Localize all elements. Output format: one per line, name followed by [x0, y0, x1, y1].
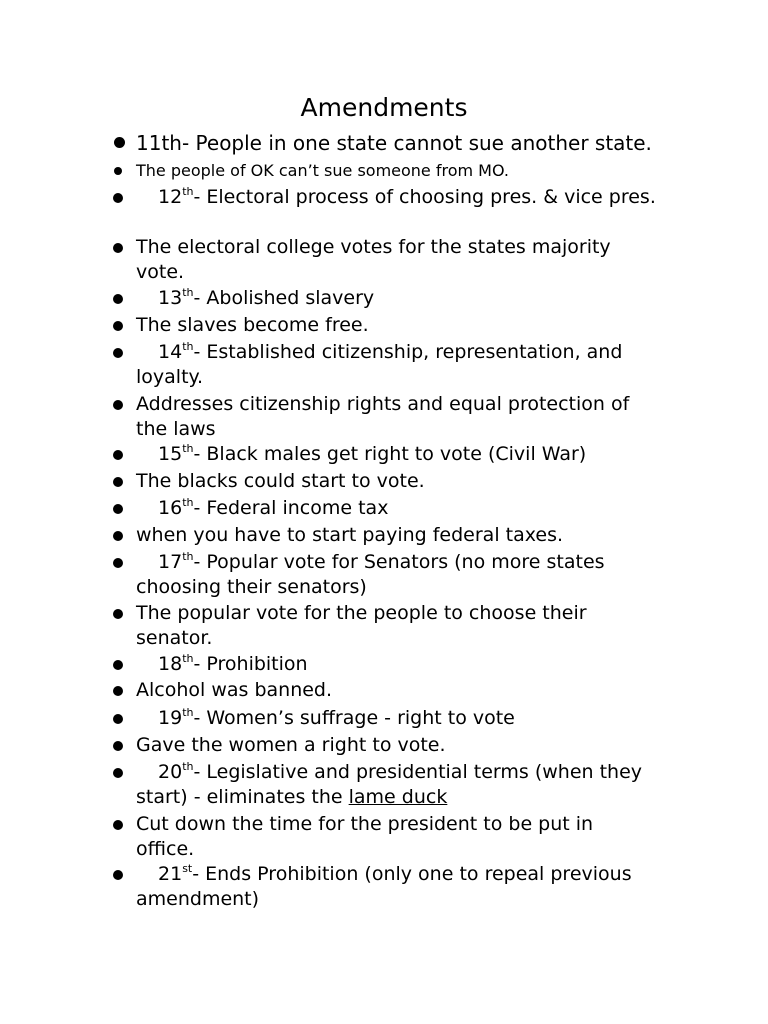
- bullet-icon: [113, 820, 123, 830]
- bullet-icon: [113, 870, 123, 880]
- list-item-text: 19th- Women’s suffrage - right to vote: [158, 705, 515, 729]
- list-item-text: 21st- Ends Prohibition (only one to repeal previous amendment): [136, 861, 632, 910]
- list-item-text: 18th- Prohibition: [158, 651, 308, 675]
- list-item-text: 13th- Abolished slavery: [158, 285, 375, 309]
- bullet-icon: [113, 768, 123, 778]
- list-item-text: when you have to start paying federal taxes.: [136, 524, 564, 546]
- list-item-text: Alcohol was banned.: [136, 679, 333, 701]
- bullet-icon: [113, 400, 123, 410]
- bullet-icon: [113, 450, 123, 460]
- bullet-icon: [113, 531, 123, 541]
- bullet-icon: [113, 714, 123, 724]
- list-item-text: 11th- People in one state cannot sue another state.: [136, 131, 652, 155]
- list-item-text: 14th- Established citizenship, representation, and loyalty.: [136, 339, 623, 388]
- bullet-icon: [113, 321, 123, 331]
- list-item-text: The people of OK can’t sue someone from MO.: [136, 161, 510, 180]
- bullet-icon: [113, 294, 123, 304]
- bullet-icon: [113, 504, 123, 514]
- bullet-icon: [113, 558, 123, 568]
- list-item-text: The electoral college votes for the states majority vote.: [136, 236, 611, 283]
- bullet-icon: [113, 686, 123, 696]
- list-item-text: The popular vote for the people to choose their senator.: [136, 602, 587, 649]
- list-item-text: 20th- Legislative and presidential terms (when they start) - eliminates the lame duck: [136, 759, 643, 808]
- bullet-icon: [113, 348, 123, 358]
- list-item-text: 17th- Popular vote for Senators (no more states choosing their senators): [136, 549, 605, 598]
- lame-duck-term: lame duck: [348, 786, 448, 808]
- list-item-text: 16th- Federal income tax: [158, 495, 389, 519]
- page-title: Amendments: [300, 93, 468, 122]
- bullet-icon: [113, 243, 123, 253]
- list-item-text: 15th- Black males get right to vote (Civil War): [158, 441, 587, 465]
- bullet-icon: [113, 741, 123, 751]
- list-item-text: Gave the women a right to vote.: [136, 734, 446, 756]
- bullet-icon: [113, 193, 123, 203]
- list-item-text: 12th- Electoral process of choosing pres. & vice pres.: [158, 184, 656, 208]
- bullet-icon: [114, 167, 122, 175]
- list-item-text: Addresses citizenship rights and equal protection of the laws: [136, 393, 630, 440]
- bullet-icon: [113, 477, 123, 487]
- bullet-icon: [113, 660, 123, 670]
- list-item-text: The slaves become free.: [136, 314, 369, 336]
- list-item-text: Cut down the time for the president to be put in office.: [136, 813, 594, 860]
- bullet-icon: [113, 609, 123, 619]
- bullet-icon: [114, 137, 125, 148]
- list-item-text: The blacks could start to vote.: [136, 470, 425, 492]
